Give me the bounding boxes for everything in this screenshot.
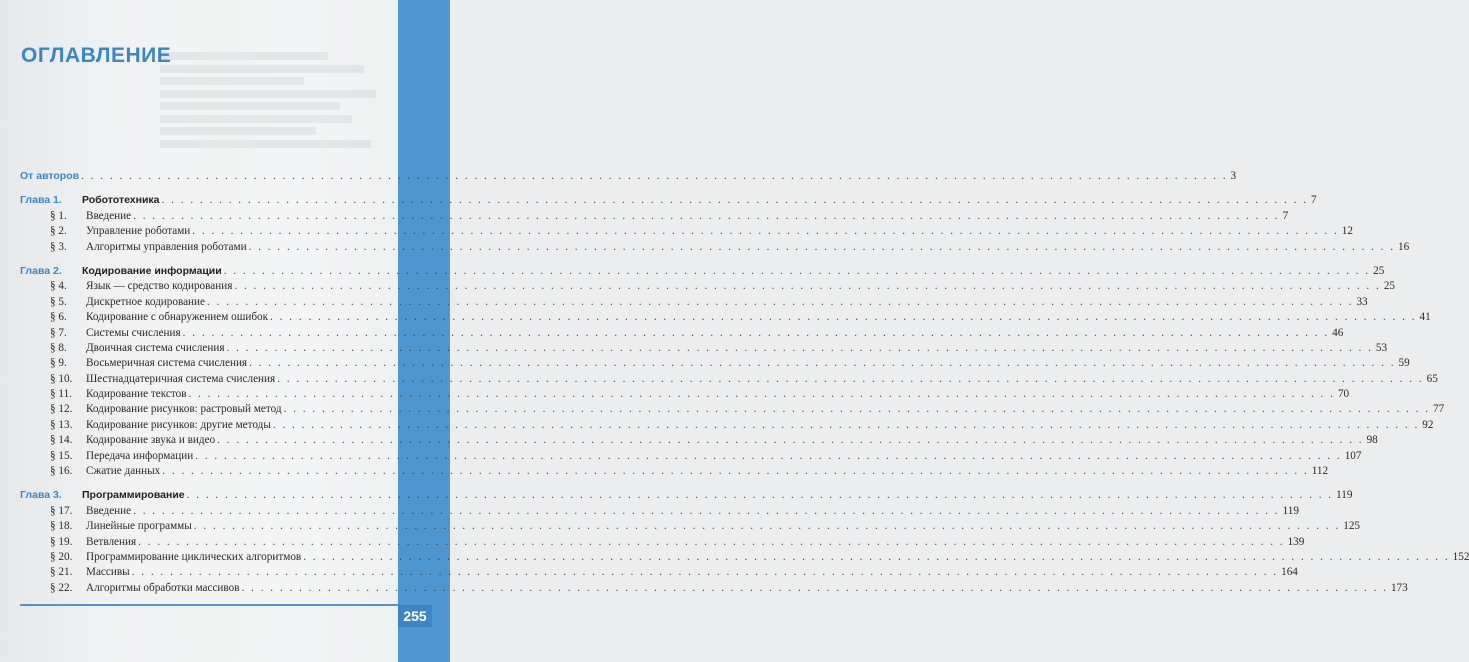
section-number: § 5. — [50, 295, 67, 308]
toc-page-number: 139 — [1287, 535, 1305, 548]
dot-leader: . . . . . . . . . . . . . . . . . . . . . . . . . . . . . . . . . . . . . . . . . . . . . . . . . . . . . . . . . . . . . . . . . . . . . . . . . . . . . . . . . . . . . . . . . . . . . . . . . . . . . . . . . . . . . . . . . . . . . . . . — [186, 489, 1334, 502]
toc-section-row[interactable] — [20, 465, 1329, 480]
toc-page-number: 92 — [1422, 418, 1434, 431]
toc-entry-text — [20, 388, 1335, 400]
page-title: ОГЛАВЛЕНИЕ — [21, 44, 172, 67]
dot-leader: . . . . . . . . . . . . . . . . . . . . . . . . . . . . . . . . . . . . . . . . . . . . . . . . . . . . . . . . . . . . . . . . . . . . . . . . . . . . . . . . . . . . . . . . . . . . . . . . . . . . . . . . . . . . . . . . . . . . . . . . — [223, 264, 1371, 277]
dot-leader: . . . . . . . . . . . . . . . . . . . . . . . . . . . . . . . . . . . . . . . . . . . . . . . . . . . . . . . . . . . . . . . . . . . . . . . . . . . . . . . . . . . . . . . . . . . . . . . . . . . . . . . . . . . . . . . . . . . . . . . . — [188, 388, 1335, 401]
section-number: § 16. — [50, 465, 73, 478]
toc-section-row[interactable] — [20, 581, 1408, 597]
toc-entry-text — [20, 265, 1370, 277]
toc-page-number: 112 — [1311, 465, 1329, 478]
toc-authors-row[interactable] — [20, 170, 1237, 185]
toc-section-row[interactable] — [20, 566, 1298, 581]
toc-page-number: 164 — [1281, 566, 1298, 579]
section-number: § 17. — [50, 504, 73, 517]
section-number: § 10. — [50, 372, 73, 385]
section-number: § 15. — [50, 449, 73, 462]
dot-leader: . . . . . . . . . . . . . . . . . . . . . . . . . . . . . . . . . . . . . . . . . . . . . . . . . . . . . . . . . . . . . . . . . . . . . . . . . . . . . . . . . . . . . . . . . . . . . . . . . . . . . . . . . . . . . . . . . . . . . . . . — [133, 504, 1280, 517]
dot-leader: . . . . . . . . . . . . . . . . . . . . . . . . . . . . . . . . . . . . . . . . . . . . . . . . . . . . . . . . . . . . . . . . . . . . . . . . . . . . . . . . . . . . . . . . . . . . . . . . . . . . . . . . . . . . . . . . . . . . . . . . — [207, 295, 1354, 308]
toc-entry-text — [20, 434, 1364, 446]
toc-entry-text — [20, 194, 1308, 206]
section-title: Кодирование с обнаружением ошибок — [86, 311, 269, 324]
toc-page-number: 173 — [1390, 581, 1408, 594]
toc-section-row[interactable] — [20, 520, 1361, 535]
toc-page-number: 119 — [1336, 489, 1353, 502]
toc-page-number: 12 — [1341, 225, 1353, 238]
toc-entry-text — [20, 241, 1395, 253]
chapter-label: Глава 3. — [20, 489, 62, 502]
dot-leader: . . . . . . . . . . . . . . . . . . . . . . . . . . . . . . . . . . . . . . . . . . . . . . . . . . . . . . . . . . . . . . . . . . . . . . . . . . . . . . . . . . . . . . . . . . . . . . . . . . . . . . . . . . . . . . . . . . . . . . . . — [81, 170, 1228, 182]
toc-entry-text — [20, 536, 1285, 548]
toc-entry-text — [20, 551, 1450, 563]
toc-page-number: 70 — [1337, 388, 1350, 401]
dot-leader: . . . . . . . . . . . . . . . . . . . . . . . . . . . . . . . . . . . . . . . . . . . . . . . . . . . . . . . . . . . . . . . . . . . . . . . . . . . . . . . . . . . . . . . . . . . . . . . . . . . . . . . . . . . . . . . . . . . . . . . . — [277, 372, 1424, 385]
toc-entry-text — [20, 280, 1381, 292]
toc-page-number: 125 — [1343, 520, 1361, 533]
section-number: § 3. — [50, 240, 67, 253]
toc-section-row[interactable] — [20, 240, 1410, 256]
toc-section-row[interactable] — [20, 418, 1434, 434]
section-number: § 21. — [50, 566, 73, 579]
section-title: Передача информации — [86, 449, 194, 462]
toc-section-row[interactable] — [20, 388, 1350, 403]
dot-leader: . . . . . . . . . . . . . . . . . . . . . . . . . . . . . . . . . . . . . . . . . . . . . . . . . . . . . . . . . . . . . . . . . . . . . . . . . . . . . . . . . . . . . . . . . . . . . . . . . . . . . . . . . . . . . . . . . . . . . . . . — [161, 194, 1308, 207]
section-title: Двоичная система счисления — [86, 341, 225, 354]
toc-entry-text — [20, 403, 1430, 415]
toc-page-number: 25 — [1373, 264, 1385, 277]
dot-leader: . . . . . . . . . . . . . . . . . . . . . . . . . . . . . . . . . . . . . . . . . . . . . . . . . . . . . . . . . . . . . . . . . . . . . . . . . . . . . . . . . . . . . . . . . . . . . . . . . . . . . . . . . . . . . . . . . . . . . . . . — [241, 581, 1388, 594]
section-title: Шестнадцатеричная система счисления — [86, 372, 276, 385]
toc-entry-text — [20, 225, 1339, 237]
page-number: 255 — [398, 605, 432, 627]
section-number: § 6. — [50, 311, 67, 324]
toc-page-number: 33 — [1356, 295, 1368, 308]
section-title: Кодирование текстов — [86, 388, 187, 401]
section-title: Сжатие данных — [86, 465, 161, 478]
toc-section-row[interactable] — [20, 341, 1388, 357]
section-title: Введение — [86, 209, 132, 222]
section-number: § 7. — [50, 326, 67, 339]
dot-leader: . . . . . . . . . . . . . . . . . . . . . . . . . . . . . . . . . . . . . . . . . . . . . . . . . . . . . . . . . . . . . . . . . . . . . . . . . . . . . . . . . . . . . . . . . . . . . . . . . . . . . . . . . . . . . . . . . . . . . . . . — [193, 520, 1341, 533]
toc-page-number: 16 — [1398, 240, 1410, 253]
chapter-title: Кодирование информации — [82, 264, 222, 277]
section-number: § 12. — [50, 403, 73, 416]
section-number: § 18. — [50, 520, 73, 533]
toc-entry-text — [20, 210, 1280, 222]
section-number: § 11. — [50, 388, 72, 401]
toc-entry-text — [20, 311, 1417, 323]
section-number: § 20. — [50, 550, 73, 563]
section-title: Массивы — [86, 566, 130, 579]
toc-entry-text — [20, 582, 1388, 594]
table-of-contents — [20, 170, 1469, 597]
section-title: Линейные программы — [86, 520, 192, 533]
section-title: Введение — [86, 504, 132, 517]
section-number: § 9. — [50, 357, 67, 370]
toc-section-row[interactable] — [20, 535, 1305, 551]
toc-page-number: 107 — [1344, 449, 1362, 462]
dot-leader: . . . . . . . . . . . . . . . . . . . . . . . . . . . . . . . . . . . . . . . . . . . . . . . . . . . . . . . . . . . . . . . . . . . . . . . . . . . . . . . . . . . . . . . . . . . . . . . . . . . . . . . . . . . . . . . . . . . . . . . . — [272, 418, 1420, 431]
section-title: Программирование циклических алгоритмов — [86, 550, 302, 563]
toc-section-row[interactable] — [20, 449, 1362, 465]
dot-leader: . . . . . . . . . . . . . . . . . . . . . . . . . . . . . . . . . . . . . . . . . . . . . . . . . . . . . . . . . . . . . . . . . . . . . . . . . . . . . . . . . . . . . . . . . . . . . . . . . . . . . . . . . . . . . . . . . . . . . . . . — [192, 225, 1339, 238]
toc-page-number: 53 — [1375, 341, 1388, 354]
chapter-label: Глава 2. — [20, 264, 62, 277]
dot-leader: . . . . . . . . . . . . . . . . . . . . . . . . . . . . . . . . . . . . . . . . . . . . . . . . . . . . . . . . . . . . . . . . . . . . . . . . . . . . . . . . . . . . . . . . . . . . . . . . . . . . . . . . . . . . . . . . . . . . . . . . — [234, 280, 1381, 293]
toc-entry-text — [20, 342, 1373, 354]
toc-chapter-row[interactable] — [20, 489, 1353, 504]
toc-page-number: 98 — [1366, 434, 1378, 447]
toc-entry-text — [20, 505, 1280, 517]
toc-section-row[interactable] — [20, 372, 1438, 388]
section-number: § 14. — [50, 434, 73, 447]
toc-entry-text — [20, 465, 1309, 477]
dot-leader: . . . . . . . . . . . . . . . . . . . . . . . . . . . . . . . . . . . . . . . . . . . . . . . . . . . . . . . . . . . . . . . . . . . . . . . . . . . . . . . . . . . . . . . . . . . . . . . . . . . . . . . . . . . . . . . . . . . . . . . . — [249, 357, 1396, 370]
toc-section-row[interactable] — [20, 357, 1410, 372]
dot-leader: . . . . . . . . . . . . . . . . . . . . . . . . . . . . . . . . . . . . . . . . . . . . . . . . . . . . . . . . . . . . . . . . . . . . . . . . . . . . . . . . . . . . . . . . . . . . . . . . . . . . . . . . . . . . . . . . . . . . . . . . — [248, 240, 1396, 253]
section-title: Ветвления — [86, 535, 137, 548]
toc-entry-text — [20, 566, 1278, 578]
dot-leader: . . . . . . . . . . . . . . . . . . . . . . . . . . . . . . . . . . . . . . . . . . . . . . . . . . . . . . . . . . . . . . . . . . . . . . . . . . . . . . . . . . . . . . . . . . . . . . . . . . . . . . . . . . . . . . . . . . . . . . . . — [303, 550, 1450, 563]
dot-leader: . . . . . . . . . . . . . . . . . . . . . . . . . . . . . . . . . . . . . . . . . . . . . . . . . . . . . . . . . . . . . . . . . . . . . . . . . . . . . . . . . . . . . . . . . . . . . . . . . . . . . . . . . . . . . . . . . . . . . . . . — [133, 209, 1280, 222]
bottom-rule — [20, 604, 398, 606]
section-number: § 2. — [50, 225, 67, 238]
chapter-title: Программирование — [82, 489, 185, 502]
toc-page-number: 3 — [1230, 170, 1237, 182]
chapter-title: Робототехника — [82, 194, 160, 207]
section-number: § 1. — [50, 209, 67, 222]
toc-page-number: 65 — [1426, 372, 1438, 385]
toc-section-row[interactable] — [20, 326, 1344, 342]
authors-title: От авторов — [20, 170, 80, 182]
toc-entry-text — [20, 170, 1228, 182]
dot-leader: . . . . . . . . . . . . . . . . . . . . . . . . . . . . . . . . . . . . . . . . . . . . . . . . . . . . . . . . . . . . . . . . . . . . . . . . . . . . . . . . . . . . . . . . . . . . . . . . . . . . . . . . . . . . . . . . . . . . . . . . — [131, 566, 1279, 579]
dot-leader: . . . . . . . . . . . . . . . . . . . . . . . . . . . . . . . . . . . . . . . . . . . . . . . . . . . . . . . . . . . . . . . . . . . . . . . . . . . . . . . . . . . . . . . . . . . . . . . . . . . . . . . . . . . . . . . . . . . . . . . . — [226, 341, 1373, 354]
section-title: Системы счисления — [86, 326, 181, 339]
toc-page-number: 25 — [1383, 280, 1395, 293]
dot-leader: . . . . . . . . . . . . . . . . . . . . . . . . . . . . . . . . . . . . . . . . . . . . . . . . . . . . . . . . . . . . . . . . . . . . . . . . . . . . . . . . . . . . . . . . . . . . . . . . . . . . . . . . . . . . . . . . . . . . . . . . — [162, 465, 1309, 478]
section-number: § 19. — [50, 535, 73, 548]
dot-leader: . . . . . . . . . . . . . . . . . . . . . . . . . . . . . . . . . . . . . . . . . . . . . . . . . . . . . . . . . . . . . . . . . . . . . . . . . . . . . . . . . . . . . . . . . . . . . . . . . . . . . . . . . . . . . . . . . . . . . . . . — [182, 326, 1330, 339]
toc-section-row[interactable] — [20, 209, 1289, 225]
toc-section-row[interactable] — [20, 311, 1431, 326]
toc-page-number: 119 — [1282, 504, 1299, 517]
section-title: Управление роботами — [86, 225, 191, 238]
section-title: Кодирование звука и видео — [86, 434, 216, 447]
section-number: § 8. — [50, 341, 67, 354]
toc-page-number: 7 — [1310, 194, 1317, 207]
toc-section-row[interactable] — [20, 434, 1378, 449]
section-title: Алгоритмы управления роботами — [86, 240, 247, 253]
section-title: Алгоритмы обработки массивов — [86, 581, 240, 594]
toc-page-number: 7 — [1282, 209, 1289, 222]
section-title: Восьмеричная система счисления — [86, 357, 248, 370]
toc-entry-text — [20, 373, 1424, 385]
toc-entry-text — [20, 489, 1333, 501]
section-title: Язык — средство кодирования — [86, 280, 233, 293]
section-number: § 4. — [50, 280, 67, 293]
toc-section-row[interactable] — [20, 403, 1445, 418]
toc-entry-text — [20, 296, 1353, 308]
toc-page-number: 41 — [1419, 311, 1431, 324]
toc-entry-text — [20, 419, 1419, 431]
toc-chapter-row[interactable] — [20, 264, 1385, 280]
toc-page-number: 59 — [1398, 357, 1410, 370]
dot-leader: . . . . . . . . . . . . . . . . . . . . . . . . . . . . . . . . . . . . . . . . . . . . . . . . . . . . . . . . . . . . . . . . . . . . . . . . . . . . . . . . . . . . . . . . . . . . . . . . . . . . . . . . . . . . . . . . . . . . . . . . — [270, 311, 1417, 324]
section-title: Кодирование рисунков: растровый метод — [86, 403, 282, 416]
section-number: § 13. — [50, 418, 73, 431]
toc-page-number: 46 — [1332, 326, 1344, 339]
toc-section-row[interactable] — [20, 225, 1353, 240]
toc-page-number: 152 — [1452, 550, 1469, 563]
toc-section-row[interactable] — [20, 504, 1299, 520]
chapter-label: Глава 1. — [20, 194, 62, 207]
dot-leader: . . . . . . . . . . . . . . . . . . . . . . . . . . . . . . . . . . . . . . . . . . . . . . . . . . . . . . . . . . . . . . . . . . . . . . . . . . . . . . . . . . . . . . . . . . . . . . . . . . . . . . . . . . . . . . . . . . . . . . . . — [283, 403, 1431, 416]
toc-section-row[interactable] — [20, 550, 1469, 566]
dot-leader: . . . . . . . . . . . . . . . . . . . . . . . . . . . . . . . . . . . . . . . . . . . . . . . . . . . . . . . . . . . . . . . . . . . . . . . . . . . . . . . . . . . . . . . . . . . . . . . . . . . . . . . . . . . . . . . . . . . . . . . . — [138, 535, 1285, 548]
toc-page-number: 77 — [1433, 403, 1445, 416]
toc-section-row[interactable] — [20, 295, 1368, 311]
toc-entry-text — [20, 450, 1342, 462]
dot-leader: . . . . . . . . . . . . . . . . . . . . . . . . . . . . . . . . . . . . . . . . . . . . . . . . . . . . . . . . . . . . . . . . . . . . . . . . . . . . . . . . . . . . . . . . . . . . . . . . . . . . . . . . . . . . . . . . . . . . . . . . — [195, 449, 1342, 462]
section-title: Кодирование рисунков: другие методы — [86, 418, 271, 431]
section-number: § 22. — [50, 581, 73, 594]
toc-entry-text — [20, 327, 1329, 339]
toc-chapter-row[interactable] — [20, 194, 1317, 209]
toc-entry-text — [20, 357, 1396, 369]
toc-entry-text — [20, 520, 1340, 532]
toc-section-row[interactable] — [20, 280, 1395, 295]
dot-leader: . . . . . . . . . . . . . . . . . . . . . . . . . . . . . . . . . . . . . . . . . . . . . . . . . . . . . . . . . . . . . . . . . . . . . . . . . . . . . . . . . . . . . . . . . . . . . . . . . . . . . . . . . . . . . . . . . . . . . . . . — [217, 434, 1364, 447]
section-title: Дискретное кодирование — [86, 295, 205, 308]
